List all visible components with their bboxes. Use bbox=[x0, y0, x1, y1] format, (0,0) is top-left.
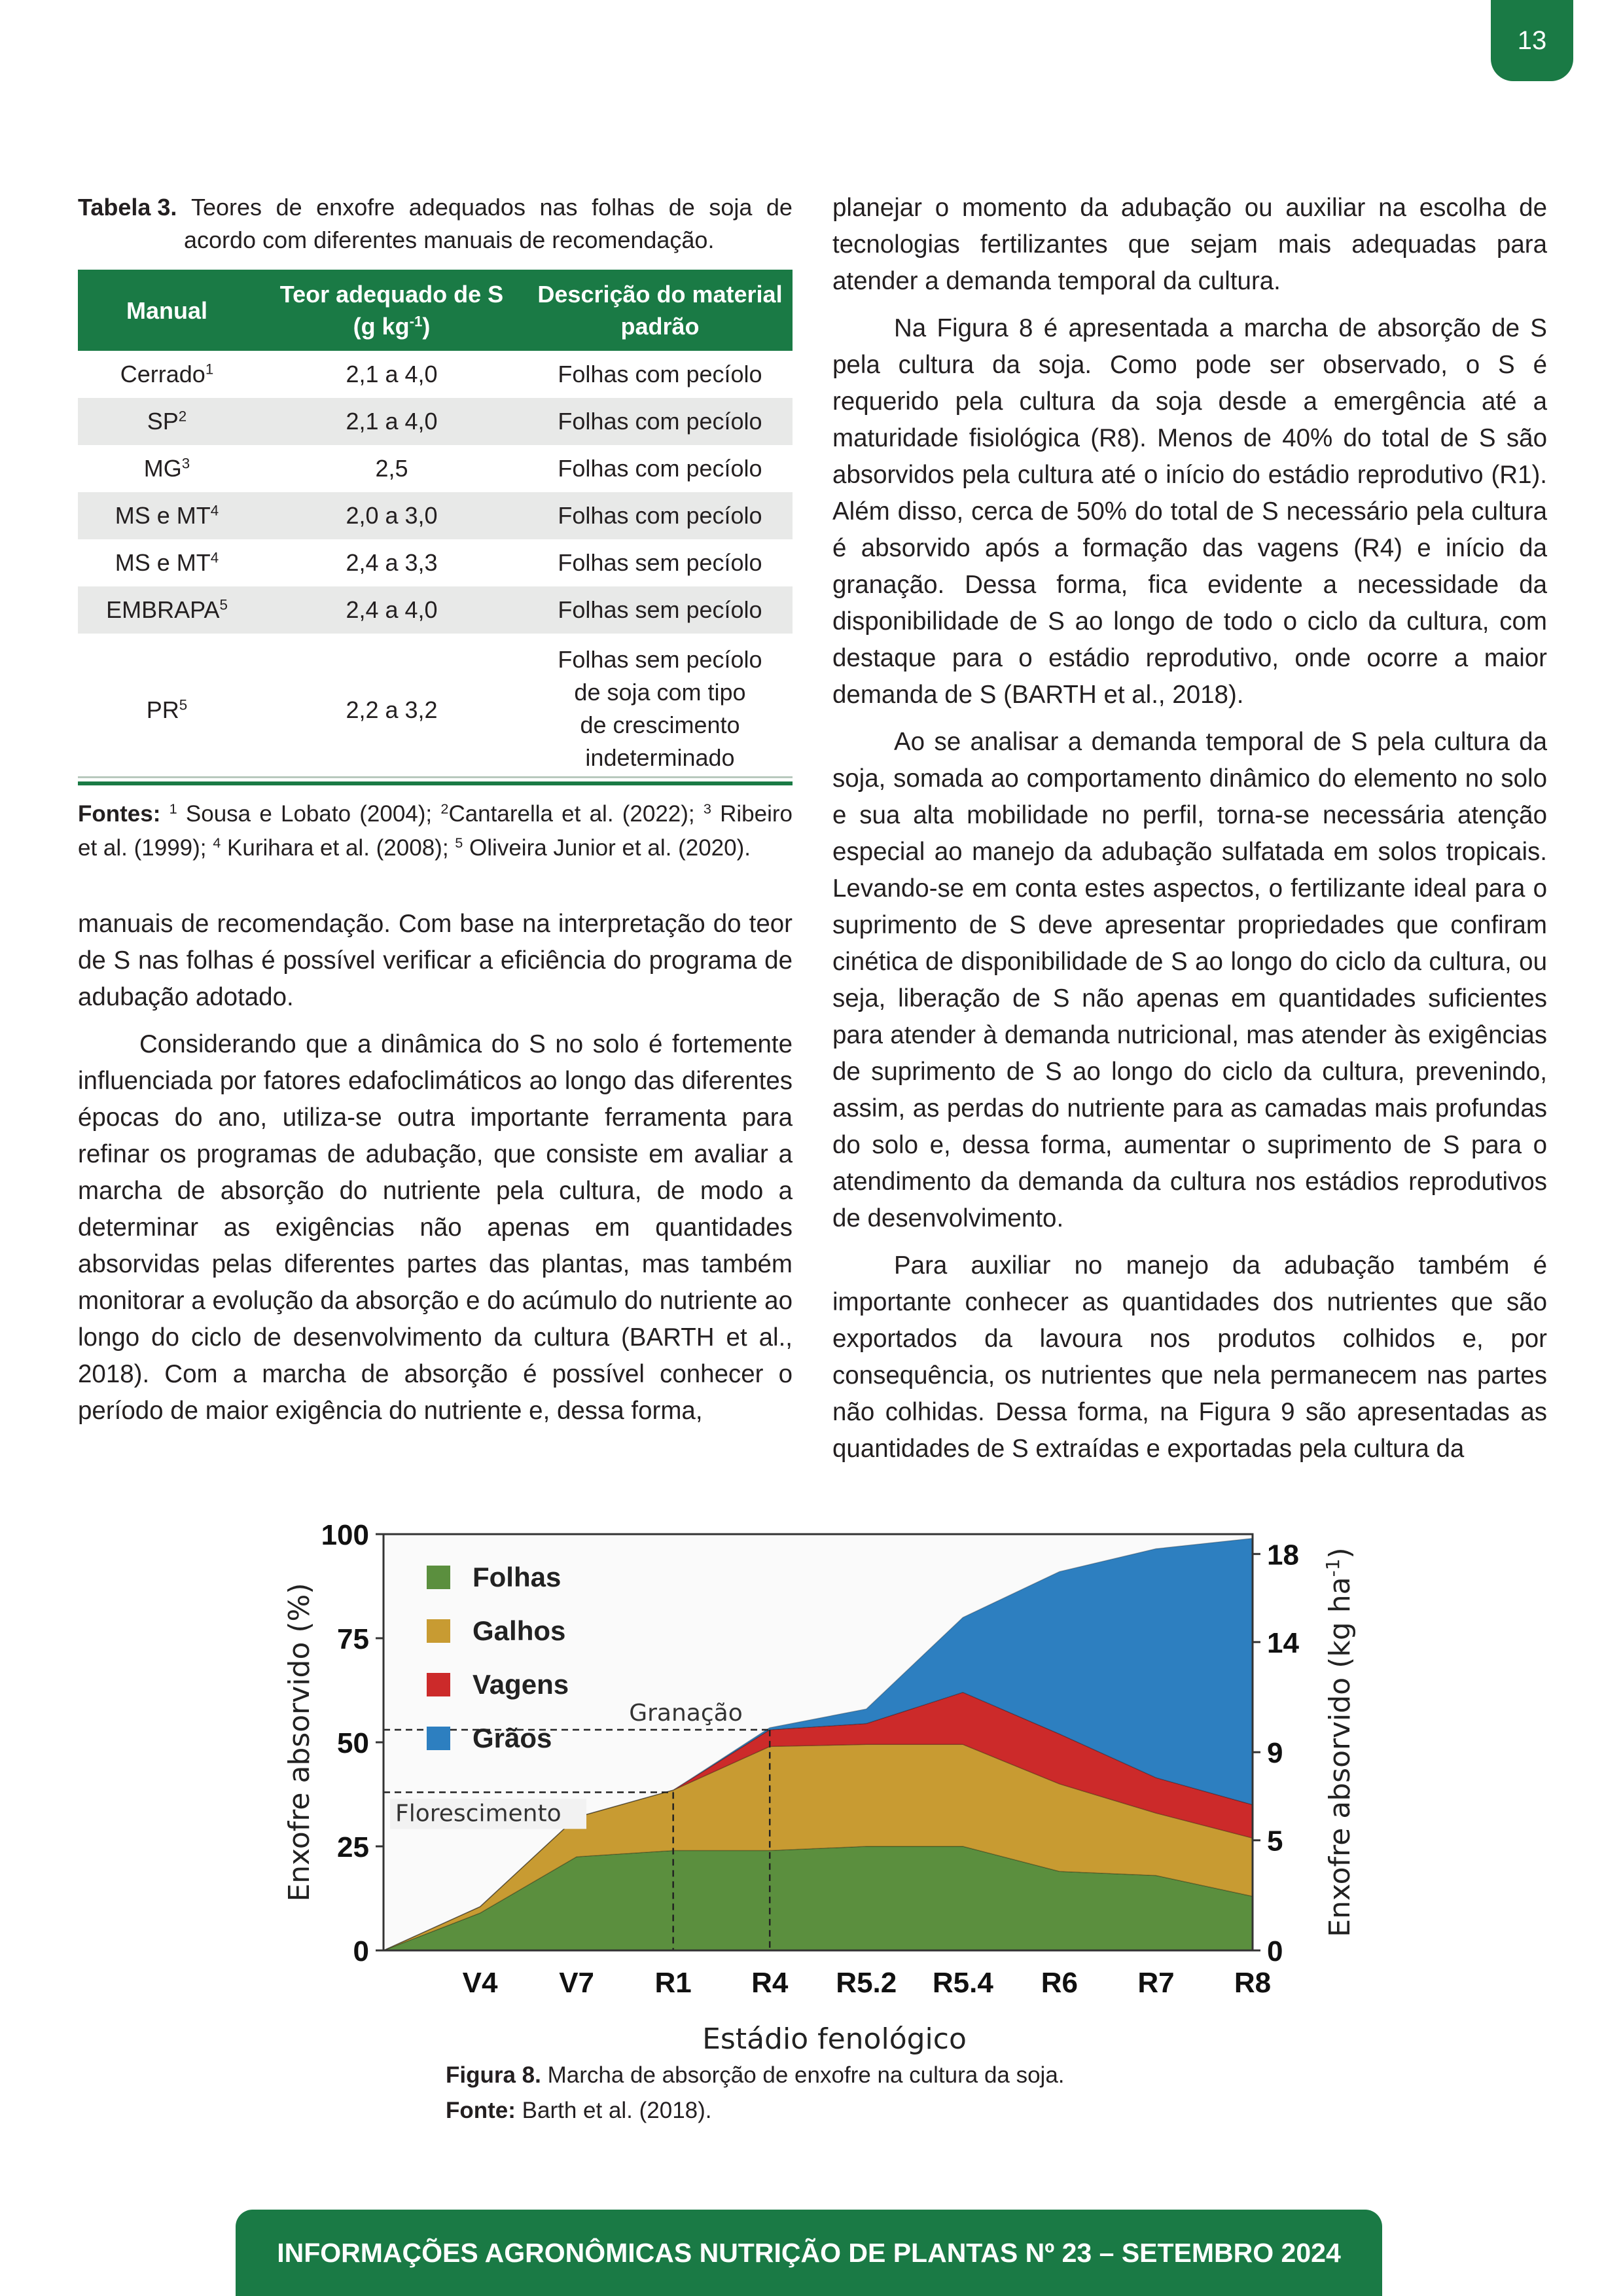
cell-descricao: Folhas com pecíolo bbox=[527, 398, 793, 445]
table-caption-line1 bbox=[78, 191, 793, 224]
x-tick-label: R8 bbox=[1234, 1967, 1272, 1999]
source-ref: 2 bbox=[440, 800, 449, 817]
col-header-teor bbox=[256, 270, 527, 351]
source-ref: 4 bbox=[213, 834, 221, 852]
cell-descricao: Folhas com pecíolo bbox=[558, 361, 762, 387]
y-tick-label: 50 bbox=[337, 1727, 369, 1759]
cell-manual-text: Cerrado bbox=[120, 361, 205, 387]
cell-manual-text: MS e MT bbox=[115, 502, 211, 529]
cell-manual-ref: 2 bbox=[178, 408, 187, 425]
cell-descricao bbox=[527, 634, 793, 787]
cell-manual-text: EMBRAPA bbox=[106, 596, 220, 623]
legend-label: Folhas bbox=[473, 1562, 562, 1592]
source-ref: 5 bbox=[455, 834, 463, 852]
cell-manual-text: SP bbox=[147, 408, 179, 435]
col-header-descricao-line2: padrão bbox=[620, 313, 700, 340]
y2-tick-label: 5 bbox=[1267, 1825, 1283, 1857]
cell-teor: 2,1 a 4,0 bbox=[256, 398, 527, 445]
legend-label: Galhos bbox=[473, 1615, 566, 1646]
col-header-teor-unit-close: ) bbox=[422, 313, 431, 340]
col-header-teor-line1: Teor adequado de S bbox=[279, 281, 504, 308]
table-caption-line2: acordo com diferentes manuais de recomendação. bbox=[184, 226, 715, 253]
paragraph: planejar o momento da adubação ou auxiliar na escolha de tecnologias fertilizantes que sejam mais adequadas para atender a demanda temporal da cultura. bbox=[832, 194, 1547, 295]
table-caption-word: soja bbox=[709, 194, 753, 221]
table-caption-word: de bbox=[668, 194, 695, 221]
cell-manual bbox=[78, 351, 256, 398]
table-3 bbox=[78, 270, 793, 787]
cell-manual-ref: 4 bbox=[210, 502, 219, 519]
cell-descricao: Folhas sem pecíolo bbox=[527, 586, 793, 634]
y-tick-label: 25 bbox=[337, 1831, 369, 1863]
table-caption-word: enxofre bbox=[316, 194, 395, 221]
x-tick-label: R5.4 bbox=[932, 1967, 993, 1999]
source-ref: 1 bbox=[169, 800, 177, 817]
x-tick-label: R4 bbox=[751, 1967, 789, 1999]
legend-label: Grãos bbox=[473, 1723, 552, 1753]
col-header-descricao bbox=[527, 270, 793, 351]
y2-tick-label: 9 bbox=[1267, 1737, 1283, 1770]
y-tick-label: 100 bbox=[321, 1519, 369, 1551]
left-column-text bbox=[78, 906, 793, 1429]
source-text: Kurihara et al. (2008); bbox=[221, 835, 455, 861]
cell-manual-ref: 3 bbox=[181, 455, 190, 472]
cell-descricao: Folhas com pecíolo bbox=[527, 492, 793, 539]
table-row bbox=[78, 398, 793, 445]
x-tick-label: R1 bbox=[654, 1967, 692, 1999]
cell-manual-text: PR bbox=[146, 696, 179, 723]
figure-caption-text: Marcha de absorção de enxofre na cultura da soja. bbox=[541, 2062, 1065, 2088]
col-header-teor-unit: (g kg bbox=[353, 313, 410, 340]
figure-caption-line bbox=[446, 2058, 1065, 2093]
legend-swatch-grãos bbox=[427, 1727, 450, 1750]
cell-manual bbox=[78, 492, 256, 539]
legend-label: Vagens bbox=[473, 1669, 569, 1700]
y2-tick-label: 14 bbox=[1267, 1626, 1299, 1659]
figure-8-chart bbox=[268, 1490, 1381, 2055]
cell-manual-text: MS e MT bbox=[115, 549, 211, 576]
table-caption-word: de bbox=[276, 194, 302, 221]
cell-teor: 2,5 bbox=[375, 455, 408, 482]
cell-descricao: Folhas sem pecíolo bbox=[558, 549, 762, 576]
annotation-label: Granação bbox=[629, 1699, 743, 1727]
figure-caption bbox=[446, 2058, 1065, 2128]
cell-manual-ref: 1 bbox=[205, 361, 214, 378]
cell-descricao-line: Folhas sem pecíolo bbox=[558, 646, 762, 673]
cell-teor: 2,4 a 4,0 bbox=[256, 586, 527, 634]
right-column-text bbox=[832, 190, 1547, 1467]
figure-source-label: Fonte: bbox=[446, 2098, 516, 2123]
cell-manual-ref: 5 bbox=[219, 596, 228, 613]
table-sources bbox=[78, 797, 793, 865]
paragraph: Ao se analisar a demanda temporal de S pela cultura da soja, somada ao comportamento dinâmico do elemento no solo e sua alta mobilidade no perfil, torna-se necessária atenção especial ao manejo da adubação sulfatada em solos tropicais. Levando-se em conta estes aspectos, o fertilizante ideal para o suprimento de S deve apresentar propriedades que confiram cinética de disponibilidade de S ao longo do ciclo da cultura, ou seja, liberação de S não apenas em quantidades suficientes para atender à demanda nutricional, mas atender às exigências de suprimento de S ao longo do ciclo da cultura, prevenindo, assim, as perdas do nutriente para as camadas mais profundas do solo e, dessa forma, aumentar o suprimento de S para o atendimento da demanda da cultura nos estádios reprodutivos de desenvolvimento. bbox=[832, 728, 1547, 1232]
cell-manual bbox=[78, 539, 256, 586]
source-ref: 3 bbox=[703, 800, 711, 817]
col-header-teor-unit-sup: -1 bbox=[409, 313, 423, 330]
annotation-label: Florescimento bbox=[395, 1800, 562, 1827]
cell-manual-ref: 5 bbox=[179, 696, 188, 713]
paragraph: manuais de recomendação. Com base na interpretação do teor de S nas folhas é possível verificar a eficiência do programa de adubação adotado. bbox=[78, 910, 793, 1011]
table-row bbox=[78, 586, 793, 634]
table-row bbox=[78, 445, 793, 492]
chart-svg bbox=[268, 1490, 1381, 2055]
x-tick-label: V7 bbox=[559, 1967, 595, 1999]
table-caption-word: folhas bbox=[592, 194, 655, 221]
table-row bbox=[78, 634, 793, 787]
page-number: 13 bbox=[1491, 0, 1573, 81]
cell-manual-ref: 4 bbox=[210, 549, 219, 566]
cell-manual bbox=[78, 445, 256, 492]
cell-descricao: Folhas com pecíolo bbox=[558, 455, 762, 482]
cell-teor: 2,4 a 3,3 bbox=[346, 549, 438, 576]
table-row bbox=[78, 539, 793, 586]
y-axis-title: Enxofre absorvido (%) bbox=[283, 1583, 316, 1902]
legend-swatch-vagens bbox=[427, 1673, 450, 1696]
source-text: Oliveira Junior et al. (2020). bbox=[463, 835, 751, 861]
legend-swatch-galhos bbox=[427, 1619, 450, 1643]
cell-manual bbox=[78, 586, 256, 634]
cell-teor: 2,1 a 4,0 bbox=[346, 361, 438, 387]
table-row bbox=[78, 492, 793, 539]
paragraph: Para auxiliar no manejo da adubação também é importante conhecer as quantidades dos nutrientes que são exportados da lavoura nos produtos colhidos e, por consequência, os nutrientes que nela permanecem nas partes não colhidas. Dessa forma, na Figura 9 são apresentadas as quantidades de S extraídas e exportadas pela cultura da bbox=[832, 1251, 1547, 1463]
cell-manual bbox=[78, 398, 256, 445]
x-tick-label: R5.2 bbox=[836, 1967, 897, 1999]
table-caption-word: adequados bbox=[408, 194, 526, 221]
table-caption-word: Teores bbox=[190, 194, 262, 221]
table-caption bbox=[78, 191, 793, 257]
cell-descricao-line: indeterminado bbox=[585, 744, 735, 771]
col-header-descricao-line1: Descrição do material bbox=[537, 281, 783, 308]
x-tick-label: V4 bbox=[462, 1967, 498, 1999]
table-caption-label: Tabela 3. bbox=[78, 194, 177, 221]
y2-tick-label: 18 bbox=[1267, 1539, 1299, 1571]
figure-label: Figura 8. bbox=[446, 2062, 541, 2088]
figure-source-text: Barth et al. (2018). bbox=[515, 2098, 712, 2123]
table-caption-word: nas bbox=[539, 194, 578, 221]
source-text: Ribeiro et al. (1999); bbox=[78, 801, 793, 861]
table-caption-word: de bbox=[766, 194, 793, 221]
cell-descricao-line: de crescimento bbox=[580, 711, 740, 738]
source-text: Sousa e Lobato (2004); bbox=[177, 801, 441, 827]
table-row bbox=[78, 351, 793, 398]
sources-label: Fontes: bbox=[78, 801, 161, 827]
table-header-row bbox=[78, 270, 793, 351]
footer-banner: INFORMAÇÕES AGRONÔMICAS NUTRIÇÃO DE PLANTAS Nº 23 – SETEMBRO 2024 bbox=[236, 2210, 1382, 2296]
table-bottom-rule bbox=[78, 781, 793, 785]
cell-teor: 2,0 a 3,0 bbox=[256, 492, 527, 539]
y2-axis-title: Enxofre absorvido (kg $ha^{-1}$) bbox=[1322, 1547, 1357, 1937]
paragraph: Na Figura 8 é apresentada a marcha de absorção de S pela cultura da soja. Como pode ser observado, o S é requerido pela cultura da soja desde a emergência até a maturidade fisiológica (R8). Menos de 40% do total de S são absorvidos pela cultura até o início do estádio reprodutivo (R1). Além disso, cerca de 50% do total de S necessário pela cultura é absorvido após a formação das vagens (R4) e início da granação. Dessa forma, fica evidente a necessidade da disponibilidade de S ao longo de todo o ciclo da cultura, com destaque para o estádio reprodutivo, onde ocorre a maior demanda de S (BARTH et al., 2018). bbox=[832, 314, 1547, 709]
table-bottom-rule-light bbox=[78, 776, 793, 778]
x-axis-title: Estádio fenológico bbox=[702, 2022, 967, 2055]
y-tick-label: 0 bbox=[353, 1935, 369, 1967]
figure-source-line bbox=[446, 2093, 1065, 2128]
legend-swatch-folhas bbox=[427, 1566, 450, 1589]
cell-manual bbox=[78, 634, 256, 787]
cell-teor: 2,2 a 3,2 bbox=[346, 696, 438, 723]
paragraph: Considerando que a dinâmica do S no solo é fortemente influenciada por fatores edafoclimáticos ao longo das diferentes épocas do ano, utiliza-se outra importante ferramenta para refinar os programas de adubação, que consiste em avaliar a marcha de absorção do nutriente pela cultura, de modo a determinar as exigências não apenas em quantidades absorvidas pelas diferentes partes das plantas, mas também monitorar a evolução da absorção e do acúmulo do nutriente ao longo do ciclo de desenvolvimento da cultura (BARTH et al., 2018). Com a marcha de absorção é possível conhecer o período de maior exigência do nutriente e, dessa forma, bbox=[78, 1030, 793, 1425]
cell-descricao-line: de soja com tipo bbox=[574, 679, 746, 706]
cell-manual-text: MG bbox=[143, 455, 182, 482]
col-header-manual: Manual bbox=[78, 270, 256, 351]
source-text: Cantarella et al. (2022); bbox=[448, 801, 704, 827]
x-tick-label: R6 bbox=[1041, 1967, 1079, 1999]
x-tick-label: R7 bbox=[1137, 1967, 1175, 1999]
y-tick-label: 75 bbox=[337, 1623, 369, 1655]
y2-tick-label: 0 bbox=[1267, 1935, 1283, 1967]
